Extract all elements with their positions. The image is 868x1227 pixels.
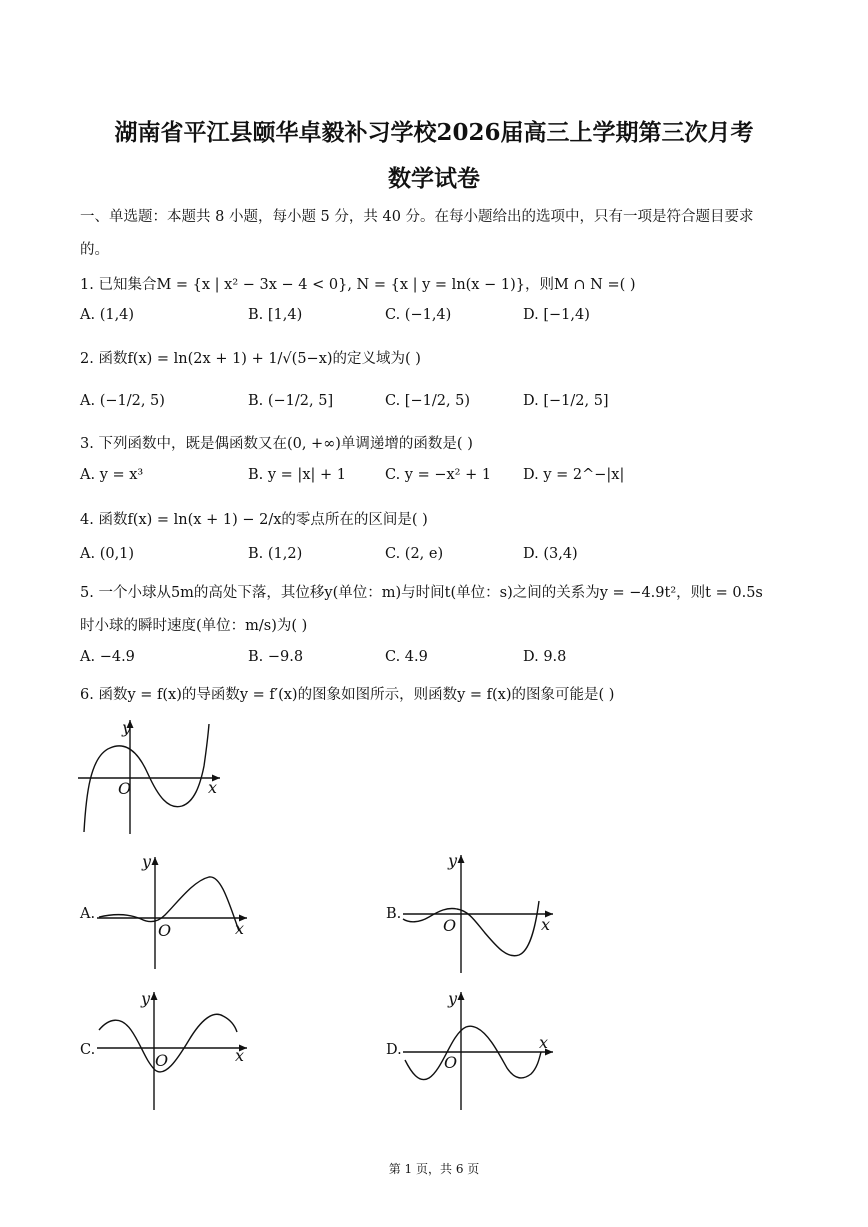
q6-option-c: C. — [80, 1042, 96, 1058]
q1-option-a: A. (1,4) — [80, 307, 135, 323]
q2-option-d: D. [−1/2, 5] — [523, 393, 609, 409]
option-b-curve — [403, 901, 539, 956]
y-label: y — [141, 989, 151, 1008]
y-axis-arrow — [152, 857, 159, 865]
question-6-stem: 6. 函数y = f(x)的导函数y = f′(x)的图象如图所示，则函数y = f(x)的图象可能是( ) — [80, 687, 615, 703]
q2-option-b: B. (−1/2, 5] — [248, 393, 334, 409]
question-5-stem: 5. 一个小球从5m的高处下落，其位移y(单位：m)与时间t(单位：s)之间的关系为y = −4.9t²，则t = 0.5s — [80, 585, 763, 601]
q5-option-a: A. −4.9 — [80, 649, 135, 665]
option-a-graph — [97, 851, 257, 971]
q6-option-a: A. — [80, 906, 96, 922]
y-label: y — [142, 852, 152, 871]
q3-option-c: C. y = −x² + 1 — [385, 467, 492, 483]
q4-option-a: A. (0,1) — [80, 546, 135, 562]
x-label: x — [235, 919, 245, 938]
option-b-graph — [403, 851, 563, 976]
x-label: x — [541, 915, 551, 934]
origin-label: O — [158, 921, 172, 940]
q5-option-c: C. 4.9 — [385, 649, 428, 665]
x-label: x — [539, 1033, 549, 1052]
page-title: 湖南省平江县颐华卓毅补习学校2026届高三上学期第三次月考 — [114, 119, 754, 146]
y-axis-arrow — [458, 992, 465, 1000]
question-3-stem: 3. 下列函数中，既是偶函数又在(0, +∞)单调递增的函数是( ) — [80, 436, 473, 452]
q2-option-a: A. (−1/2, 5) — [80, 393, 165, 409]
origin-label: O — [443, 916, 457, 935]
question-2-stem: 2. 函数f(x) = ln(2x + 1) + 1/√(5−x)的定义域为( ) — [80, 351, 421, 367]
section-heading: 一、单选题：本题共 8 小题，每小题 5 分，共 40 分。在每小题给出的选项中，只有一项是符合题目要求 — [80, 209, 754, 225]
y-label: y — [448, 851, 458, 870]
origin-label: O — [444, 1053, 458, 1072]
q1-option-d: D. [−1,4) — [523, 307, 590, 323]
q4-option-c: C. (2, e) — [385, 546, 444, 562]
q3-option-b: B. y = |x| + 1 — [248, 467, 346, 483]
origin-label: O — [155, 1051, 169, 1070]
q1-option-b: B. [1,4) — [248, 307, 303, 323]
q5-option-d: D. 9.8 — [523, 649, 567, 665]
option-d-graph — [403, 988, 563, 1113]
page-footer: 第 1 页，共 6 页 — [388, 1162, 480, 1176]
origin-label: O — [118, 779, 132, 798]
option-c-graph — [97, 988, 257, 1113]
option-d-curve — [405, 1026, 541, 1079]
q1-option-c: C. (−1,4) — [385, 307, 452, 323]
y-label: y — [122, 718, 132, 737]
q6-option-d: D. — [386, 1042, 402, 1058]
page-subtitle: 数学试卷 — [388, 165, 480, 192]
section-heading-cont: 的。 — [80, 242, 109, 258]
x-label: x — [208, 778, 218, 797]
q6-option-b: B. — [386, 906, 402, 922]
q2-option-c: C. [−1/2, 5) — [385, 393, 471, 409]
q5-option-b: B. −9.8 — [248, 649, 304, 665]
q3-option-d: D. y = 2^−|x| — [523, 467, 625, 483]
question-1-stem: 1. 已知集合M = {x | x² − 3x − 4 < 0}, N = {x | y = ln(x − 1)}，则M ∩ N =( ) — [80, 277, 636, 293]
q4-option-b: B. (1,2) — [248, 546, 303, 562]
q3-option-a: A. y = x³ — [80, 467, 144, 483]
y-axis-arrow — [151, 992, 158, 1000]
x-label: x — [235, 1046, 245, 1065]
question-5-stem-cont: 时小球的瞬时速度(单位：m/s)为( ) — [80, 618, 308, 634]
y-axis-arrow — [458, 855, 465, 863]
derivative-graph — [78, 716, 228, 836]
q4-option-d: D. (3,4) — [523, 546, 578, 562]
question-4-stem: 4. 函数f(x) = ln(x + 1) − 2/x的零点所在的区间是( ) — [80, 512, 428, 528]
y-label: y — [448, 989, 458, 1008]
